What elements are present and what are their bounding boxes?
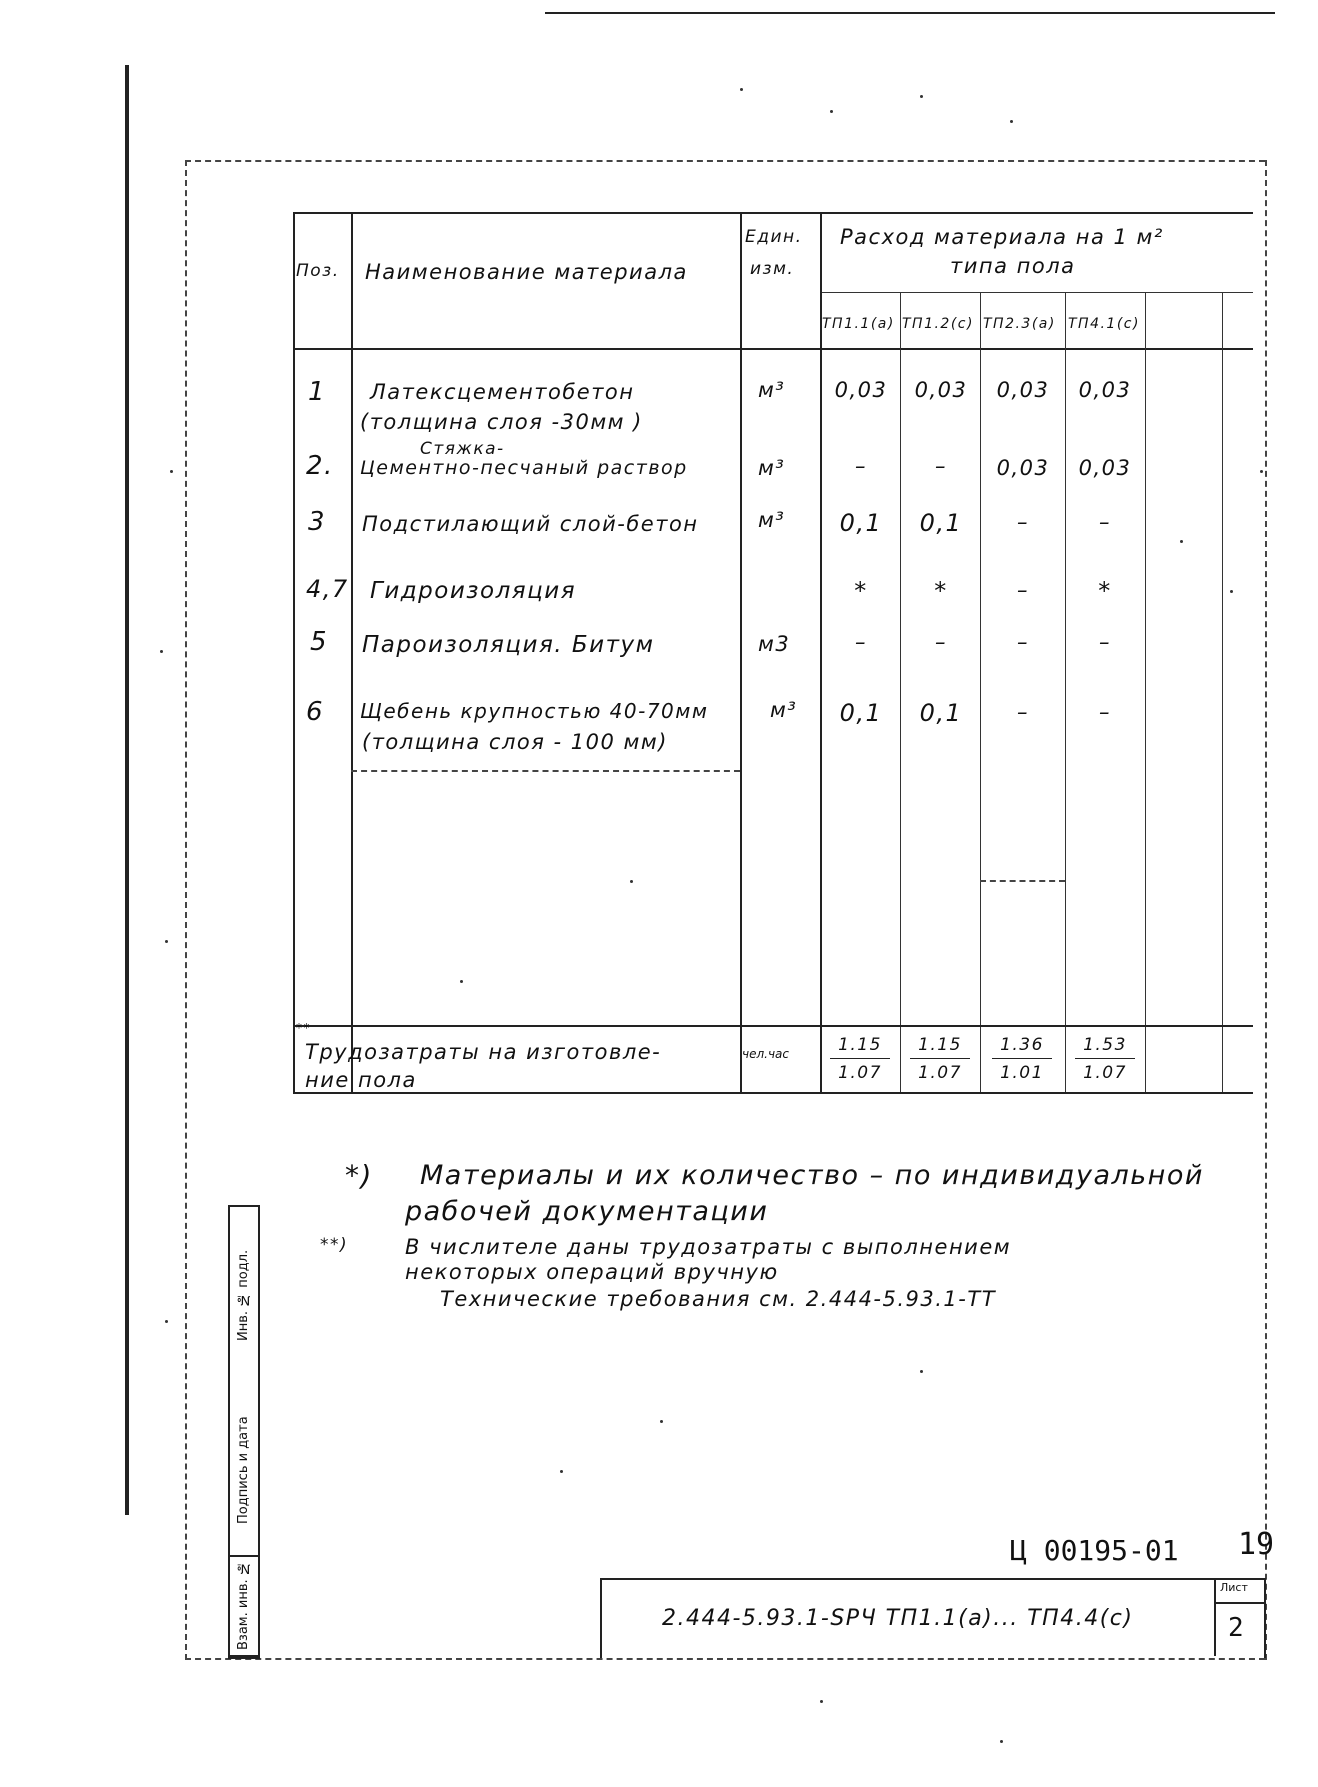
labor-value-1-den: 1.07	[838, 1063, 882, 1083]
col-type2-divider	[900, 292, 901, 1092]
note-1-mark: *)	[345, 1159, 373, 1192]
row-1-name-line2: (толщина слоя -30мм )	[360, 410, 643, 434]
row-6-value-1: 0,1	[839, 699, 883, 727]
scan-dot	[1260, 470, 1263, 473]
header-consumption-line1: Расход материала на 1 м²	[840, 225, 1164, 249]
row-3-pos: 3	[308, 507, 327, 537]
row-1-pos: 1	[308, 377, 327, 407]
row-1-name-line1: Латексцементобетон	[370, 380, 635, 404]
scan-dot	[740, 88, 743, 91]
title-block	[600, 1578, 1266, 1658]
scan-dot	[460, 980, 463, 983]
row-5-value-2: –	[935, 630, 947, 654]
row-6-value-3: –	[1017, 700, 1029, 724]
sheet-number-cell	[1216, 1602, 1264, 1658]
scan-dot	[1000, 1740, 1003, 1743]
row-2-unit: м³	[758, 456, 786, 480]
header-unit-line2: изм.	[750, 259, 795, 279]
header-name: Наименование материала	[365, 260, 688, 284]
row-5-value-3: –	[1017, 630, 1029, 654]
row-4-value-1: *	[854, 577, 868, 605]
row-4-pos: 4,7	[306, 575, 349, 603]
side-cell-replaced-inv: Взам. инв. №	[230, 1555, 258, 1657]
scan-dot	[1180, 540, 1183, 543]
scan-dot	[820, 1700, 823, 1703]
col-unit-divider	[740, 212, 742, 1092]
row-6-unit: м³	[770, 698, 798, 722]
labor-top-line	[293, 1025, 1253, 1027]
labor-value-2-den: 1.07	[918, 1063, 962, 1083]
header-type-4: ТП4.1(с)	[1068, 316, 1140, 332]
header-type-3: ТП2.3(а)	[983, 316, 1056, 332]
row-2-name-line1: Цементно-песчаный раствор	[360, 457, 688, 479]
labor-value-1-num: 1.15	[830, 1035, 890, 1059]
side-stamp-strip	[228, 1205, 260, 1659]
empty-row-line-2	[980, 880, 1065, 882]
col-type4-divider	[1065, 292, 1066, 1092]
row-6-pos: 6	[306, 697, 325, 727]
sheet-label: Лист	[1220, 1581, 1248, 1594]
labor-value-2-num: 1.15	[910, 1035, 970, 1059]
row-5-pos: 5	[310, 627, 329, 657]
row-3-value-3: –	[1017, 510, 1029, 534]
note-1-line2: рабочей документации	[405, 1196, 769, 1227]
table-top-border	[293, 212, 1253, 214]
table-bottom-border	[293, 1092, 1253, 1094]
row-6-name-line1: Щебень крупностью 40-70мм	[360, 699, 709, 723]
row-4-value-2: *	[934, 577, 948, 605]
col-extra2-divider	[1222, 292, 1223, 1092]
col-name-divider	[351, 212, 353, 1092]
row-2-value-1: –	[855, 454, 867, 478]
header-unit-line1: Един.	[745, 227, 803, 247]
row-6-value-4: –	[1099, 700, 1111, 724]
labor-value-1	[830, 1035, 890, 1083]
row-6-name-line2: (толщина слоя - 100 мм)	[362, 730, 668, 754]
scan-dot	[1010, 120, 1013, 123]
note-2-line1: В числителе даны трудозатраты с выполнением	[405, 1235, 1012, 1259]
row-4-name-line1: Гидроизоляция	[370, 578, 577, 604]
row-2-value-2: –	[935, 454, 947, 478]
col-type1-divider	[820, 212, 822, 1092]
labor-value-3	[992, 1035, 1052, 1083]
col-type3-divider	[980, 292, 981, 1092]
types-header-line	[820, 292, 1253, 293]
labor-unit: чел.час	[742, 1047, 789, 1061]
labor-value-2	[910, 1035, 970, 1083]
row-2-name-line0: Стяжка-	[420, 439, 505, 459]
scan-dot	[1230, 590, 1233, 593]
table-left-border	[293, 212, 295, 1092]
scan-dot	[560, 1470, 563, 1473]
row-2-value-3: 0,03	[996, 456, 1050, 480]
row-4-value-3: –	[1017, 578, 1029, 602]
scan-dot	[165, 1320, 168, 1323]
row-3-value-1: 0,1	[839, 509, 883, 537]
row-5-value-4: –	[1099, 630, 1111, 654]
header-type-2: ТП1.2(с)	[902, 316, 974, 332]
row-1-value-4: 0,03	[1078, 378, 1132, 402]
row-1-unit: м³	[758, 378, 786, 402]
row-1-value-3: 0,03	[996, 378, 1050, 402]
row-1-value-2: 0,03	[914, 378, 968, 402]
archive-page: 19	[1238, 1527, 1275, 1562]
labor-value-4-den: 1.07	[1083, 1063, 1127, 1083]
labor-name-line2: ние пола	[305, 1068, 417, 1092]
row-2-pos: 2.	[306, 451, 334, 481]
row-4-value-4: *	[1098, 577, 1112, 605]
row-5-value-1: –	[855, 630, 867, 654]
note-2-mark: **)	[320, 1235, 349, 1255]
header-consumption-line2: типа пола	[950, 254, 1076, 278]
scan-dot	[920, 95, 923, 98]
empty-row-line	[351, 770, 740, 772]
header-pos: Поз.	[296, 261, 340, 281]
labor-value-3-num: 1.36	[992, 1035, 1052, 1059]
scan-dot	[170, 470, 173, 473]
note-1-line1: Материалы и их количество – по индивидуальной	[420, 1160, 1204, 1191]
archive-code: Ц 00195-01	[1010, 1534, 1179, 1567]
row-3-name-line1: Подстилающий слой-бетон	[362, 512, 699, 536]
row-3-value-4: –	[1099, 510, 1111, 534]
row-6-value-2: 0,1	[919, 699, 963, 727]
header-type-1: ТП1.1(а)	[822, 316, 895, 332]
note-3: Технические требования см. 2.444-5.93.1-ТТ	[440, 1287, 997, 1311]
scan-dot	[920, 1370, 923, 1373]
row-5-unit: м3	[758, 632, 791, 656]
side-cell-signature: Подпись и дата	[230, 1385, 258, 1557]
labor-name-line1: Трудозатраты на изготовле-	[305, 1040, 662, 1064]
col-extra1-divider	[1145, 292, 1146, 1092]
note-2-line2: некоторых операций вручную	[405, 1260, 779, 1284]
row-2-value-4: 0,03	[1078, 456, 1132, 480]
scan-dot	[630, 880, 633, 883]
scan-dot	[165, 940, 168, 943]
row-5-name-line1: Пароизоляция. Битум	[362, 632, 655, 658]
side-cell-inv-orig: Инв. № подл.	[236, 1249, 251, 1341]
sheet-number: 2	[1228, 1613, 1244, 1643]
scan-dot	[660, 1420, 663, 1423]
labor-value-3-den: 1.01	[1000, 1063, 1044, 1083]
row-3-unit: м³	[758, 508, 786, 532]
row-1-value-1: 0,03	[834, 378, 888, 402]
scan-dot	[830, 110, 833, 113]
row-3-value-2: 0,1	[919, 509, 963, 537]
scan-dot	[160, 650, 163, 653]
labor-value-4	[1075, 1035, 1135, 1083]
header-bottom-line	[293, 348, 1253, 350]
labor-value-4-num: 1.53	[1075, 1035, 1135, 1059]
sheet-box	[1214, 1580, 1264, 1656]
labor-mark: **	[296, 1021, 311, 1035]
document-code: 2.444-5.93.1-SРЧ ТП1.1(а)... ТП4.4(с)	[662, 1606, 1134, 1631]
